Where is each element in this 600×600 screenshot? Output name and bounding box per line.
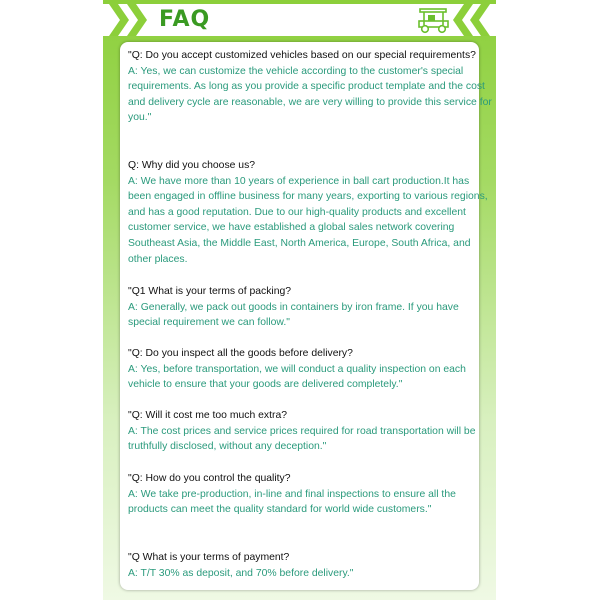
faq-question: "Q: Do you accept customized vehicles based on our special requirements? xyxy=(128,50,476,61)
faq-answer: A: T/T 30% as deposit, and 70% before delivery." xyxy=(128,567,354,579)
chevron-right-icon xyxy=(127,4,147,36)
faq-answer: A: Generally, we pack out goods in containers by iron frame. If you have special requirement we can follow." xyxy=(128,301,459,329)
faq-item xyxy=(128,346,493,393)
faq-answer: A: Yes, we can customize the vehicle according to the customer's special requirements. As long as you provide a specific product template and the cost and delivery cycle are reasonable, we are very willing to provide this service for you." xyxy=(128,65,492,124)
faq-question: Q: Why did you choose us? xyxy=(128,160,256,171)
page-title: FAQ xyxy=(159,7,211,32)
chevron-left-icon xyxy=(470,4,490,36)
chevron-right-icon xyxy=(109,4,129,36)
faq-answer: A: We have more than 10 years of experience in ball cart production.It has been engaged in offline business for many years, exporting to various regions, and has a good reputation. Due to our high-quality products and excellent customer service, we have established a global sales network covering Southeast Asia, the Middle East, North America, Europe, South Africa, and other places. xyxy=(128,175,488,265)
faq-header xyxy=(103,4,496,36)
faq-question: "Q: Will it cost me too much extra? xyxy=(128,410,288,421)
faq-answer: A: Yes, before transportation, we will conduct a quality inspection on each vehicle to ensure that your goods are delivered completely." xyxy=(128,363,466,391)
faq-item xyxy=(128,48,493,126)
golf-cart-icon xyxy=(416,7,452,35)
faq-question: "Q What is your terms of payment? xyxy=(128,552,290,563)
faq-question: "Q: Do you inspect all the goods before delivery? xyxy=(128,348,353,359)
faq-question: "Q1 What is your terms of packing? xyxy=(128,286,292,297)
faq-panel xyxy=(120,42,492,590)
faq-answer: A: We take pre-production, in-line and final inspections to ensure all the products can meet the quality standard for world wide customers." xyxy=(128,488,456,516)
faq-question: "Q: How do you control the quality? xyxy=(128,473,291,484)
faq-item xyxy=(128,284,493,331)
faq-answer: A: The cost prices and service prices required for road transportation will be truthfully disclosed, without any deception." xyxy=(128,425,476,453)
faq-frame xyxy=(103,0,496,600)
faq-item xyxy=(128,550,493,581)
faq-item xyxy=(128,158,493,267)
faq-item xyxy=(128,408,493,455)
faq-item xyxy=(128,471,493,518)
